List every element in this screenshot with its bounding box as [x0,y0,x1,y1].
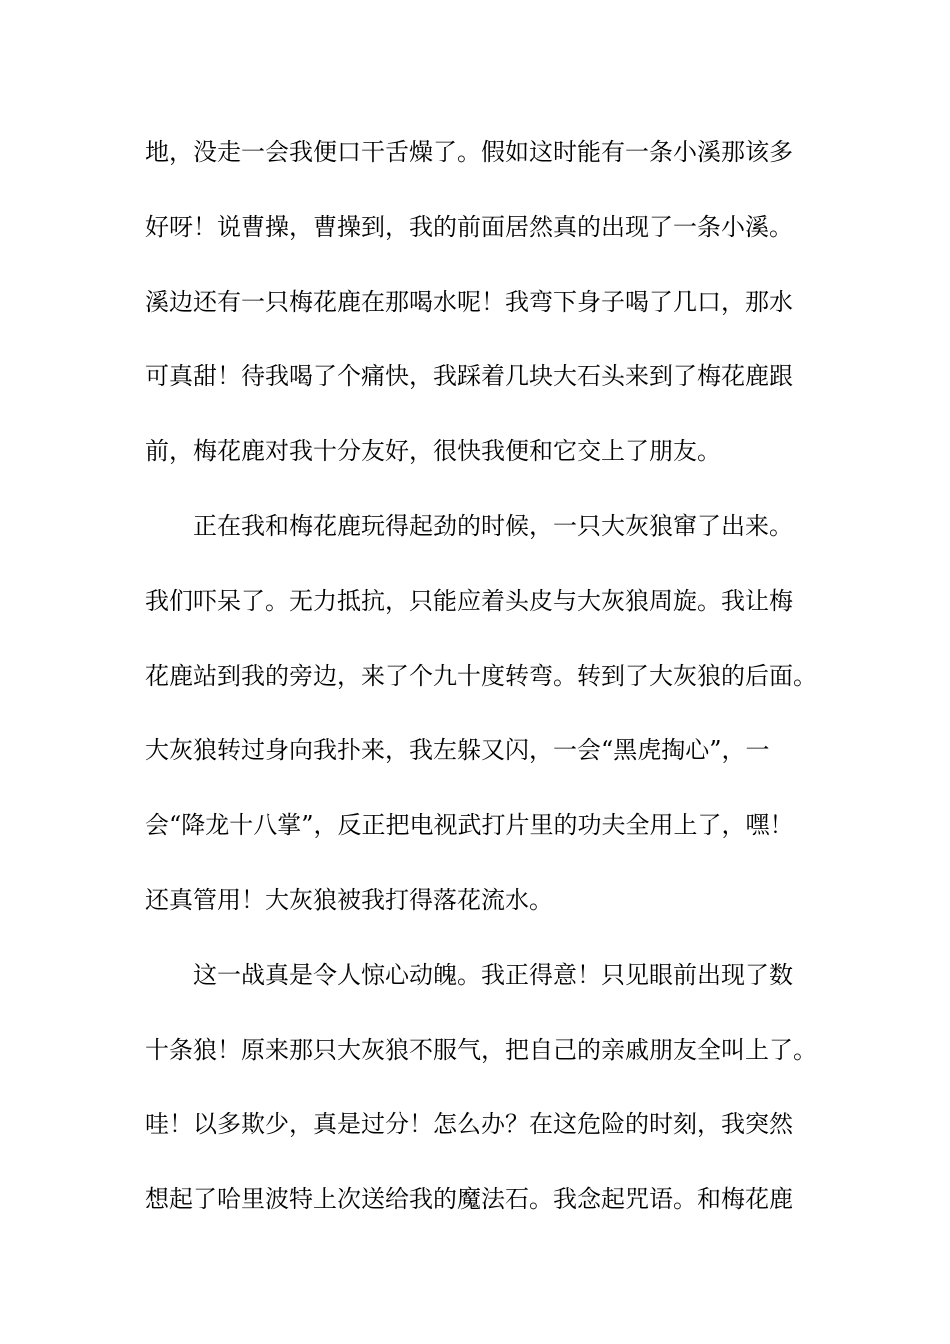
text-line-14: 哇！以多欺少，真是过分！怎么办？在这危险的时刻，我突然 [145,1110,793,1139]
text-line-5: 前，梅花鹿对我十分友好，很快我便和它交上了朋友。 [145,437,721,466]
text-line-6: 正在我和梅花鹿玩得起劲的时候，一只大灰狼窜了出来。 [193,511,793,540]
text-line-15: 想起了哈里波特上次送给我的魔法石。我念起咒语。和梅花鹿 [145,1185,793,1214]
text-line-11: 还真管用！大灰狼被我打得落花流水。 [145,885,553,914]
text-line-1: 地，没走一会我便口干舌燥了。假如这时能有一条小溪那该多 [145,138,793,166]
body-text [145,128,845,1250]
text-line-9: 大灰狼转过身向我扑来，我左躲又闪，一会“黑虎掏心”，一 [145,736,770,765]
text-line-12: 这一战真是令人惊心动魄。我正得意！只见眼前出现了数 [193,960,793,989]
text-line-3: 溪边还有一只梅花鹿在那喝水呢！我弯下身子喝了几口，那水 [145,287,793,316]
text-line-13: 十条狼！原来那只大灰狼不服气，把自己的亲戚朋友全叫上了。 [145,1035,817,1064]
text-line-7: 我们吓呆了。无力抵抗，只能应着头皮与大灰狼周旋。我让梅 [145,586,793,615]
text-line-8: 花鹿站到我的旁边，来了个九十度转弯。转到了大灰狼的后面。 [145,661,817,690]
text-line-4: 可真甜！待我喝了个痛快，我踩着几块大石头来到了梅花鹿跟 [145,362,793,391]
text-line-2: 好呀！说曹操，曹操到，我的前面居然真的出现了一条小溪。 [145,212,793,241]
text-line-10: 会“降龙十八掌”，反正把电视武打片里的功夫全用上了，嘿！ [145,811,794,840]
